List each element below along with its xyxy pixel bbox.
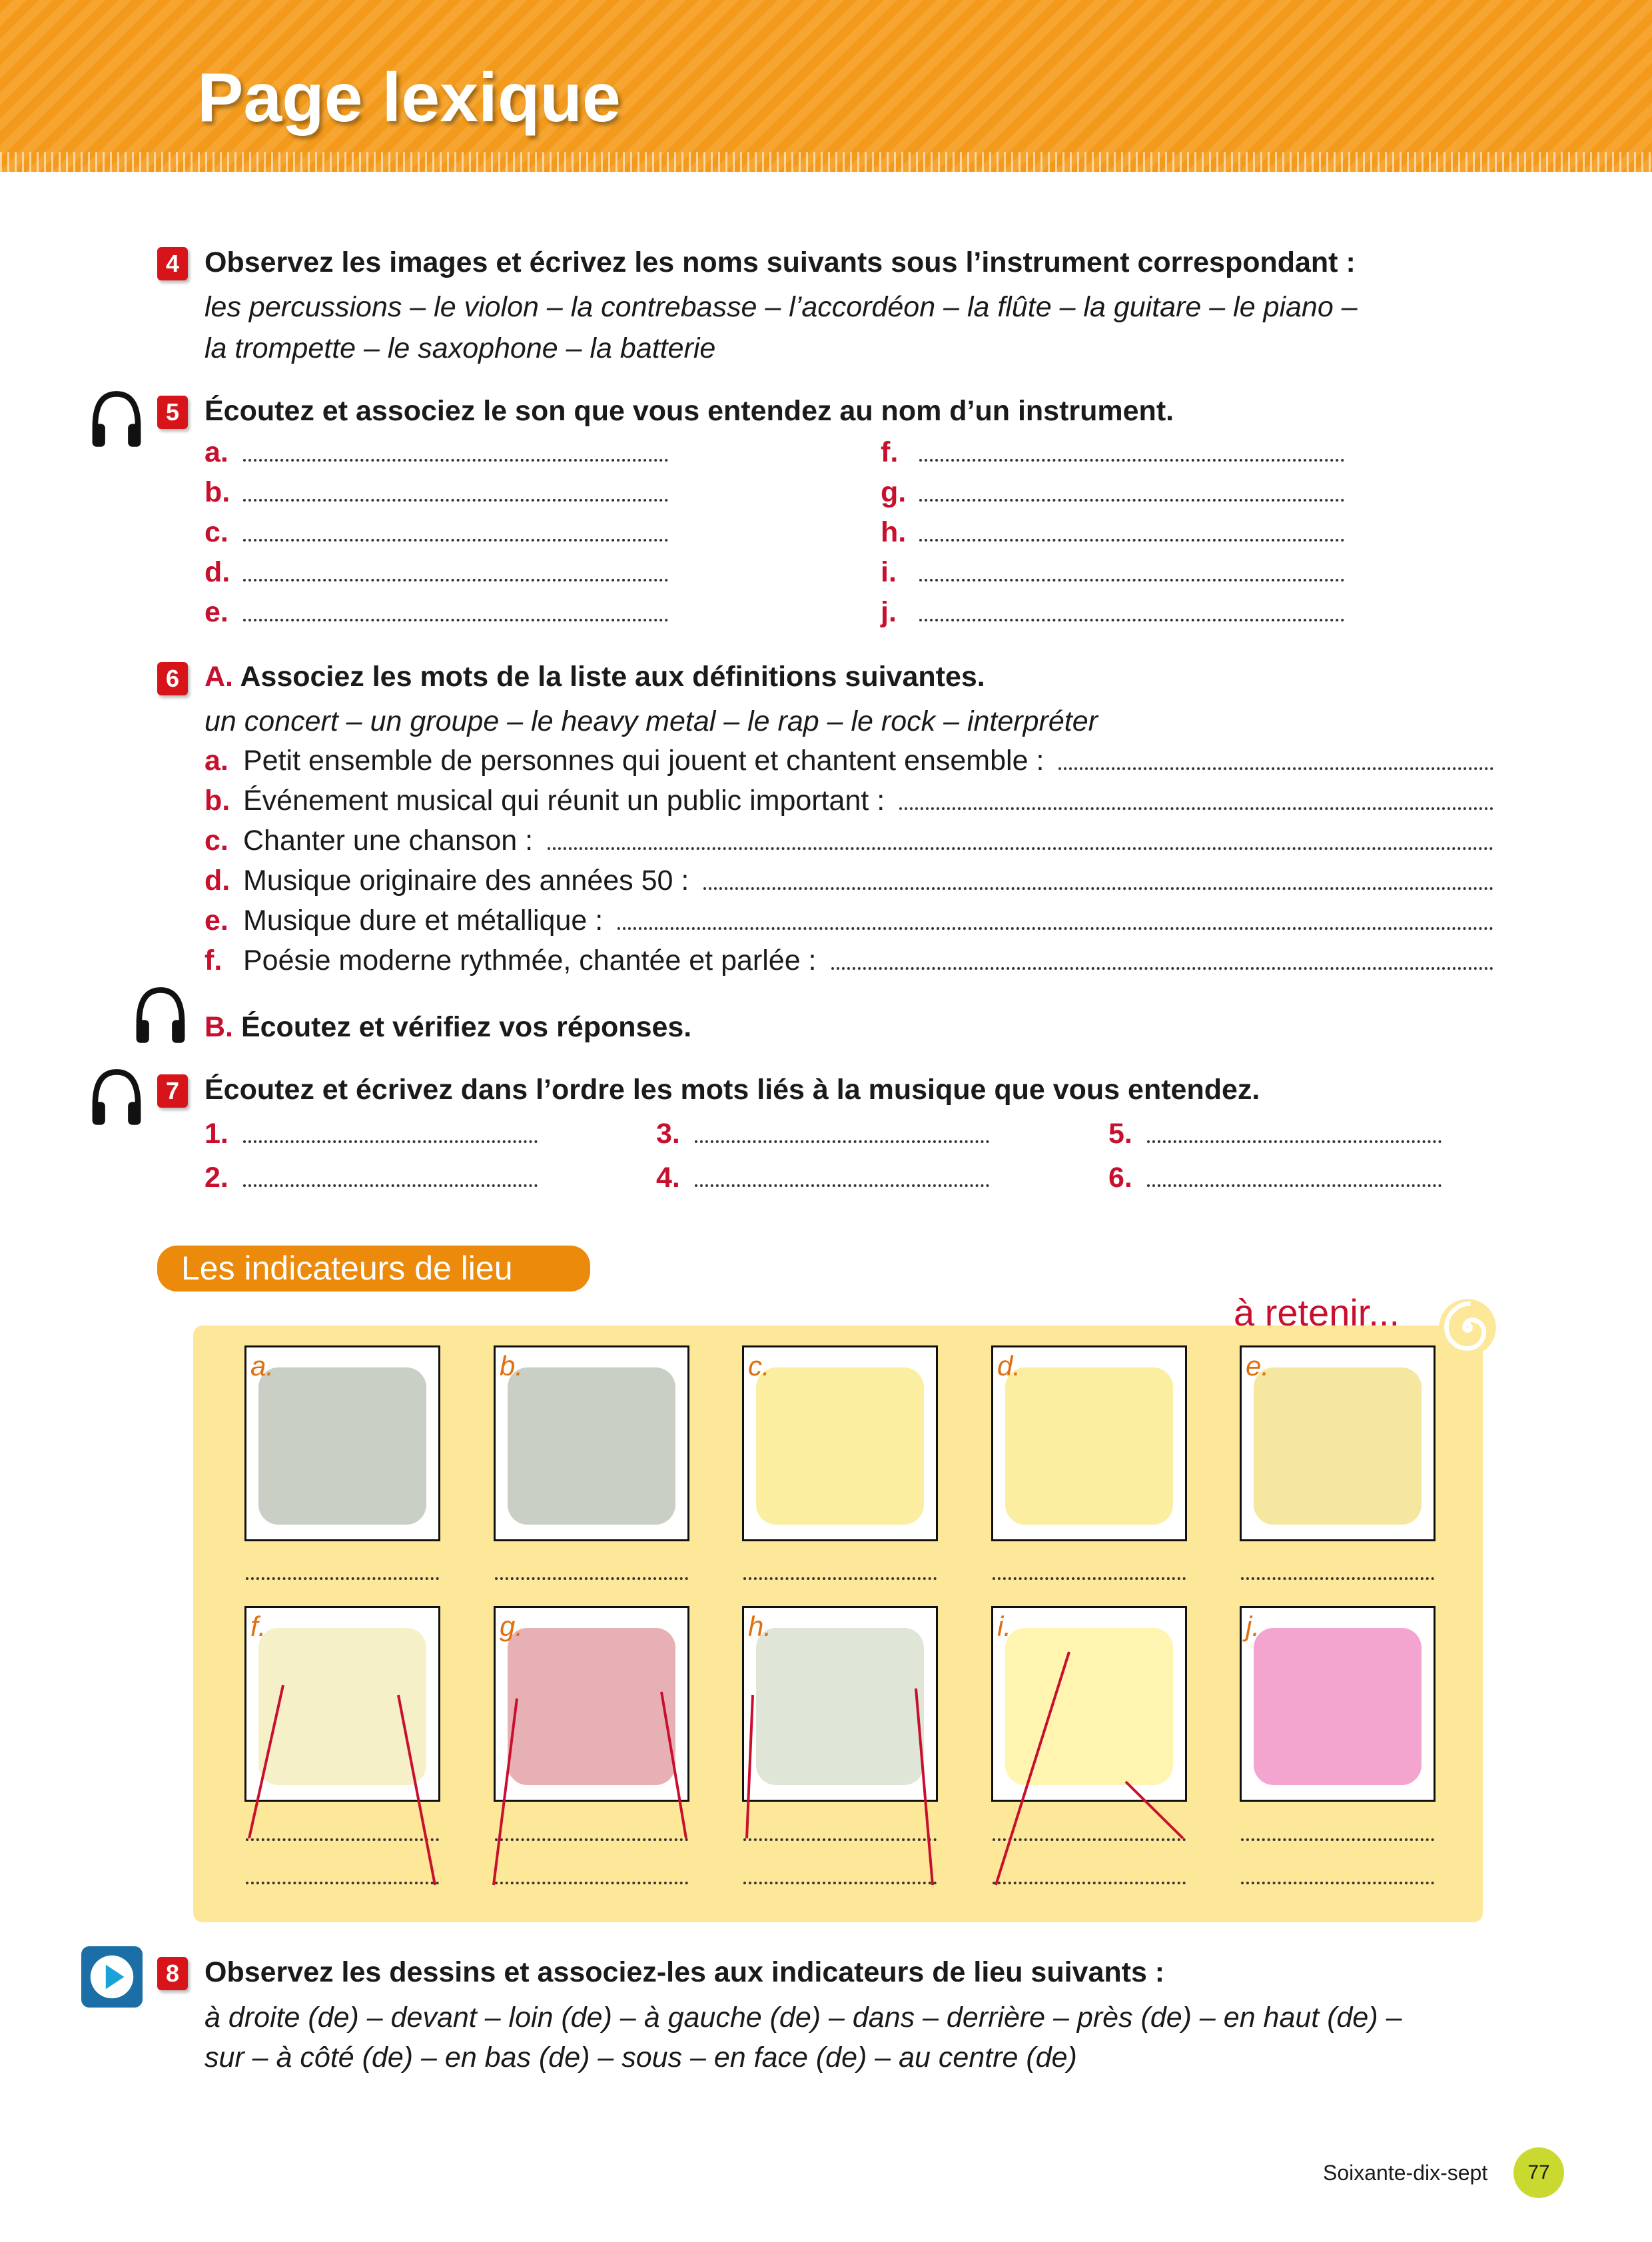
answer-dots[interactable]	[1241, 1882, 1434, 1884]
exercise-5-right-column	[881, 436, 1344, 636]
answer-label: a.	[205, 436, 228, 468]
definition-item[interactable]	[205, 905, 1493, 944]
answer-dots[interactable]	[243, 459, 668, 462]
answer-dots[interactable]	[919, 619, 1344, 621]
answer-label: c.	[205, 516, 228, 548]
answer-label: 4.	[656, 1162, 680, 1194]
exercise-4-badge: 4	[157, 247, 188, 280]
answer-dots[interactable]	[495, 1882, 688, 1884]
answer-dots[interactable]	[831, 967, 1493, 970]
illustration-scene	[1005, 1367, 1173, 1525]
answer-dots[interactable]	[246, 1577, 439, 1580]
answer-dots[interactable]	[703, 887, 1493, 890]
answer-dots[interactable]	[919, 579, 1344, 581]
definition-item[interactable]	[205, 865, 1493, 905]
exercise-6a-heading	[205, 661, 985, 693]
answer-dots[interactable]	[243, 619, 668, 621]
answer-dots[interactable]	[246, 1838, 439, 1841]
answer-dots[interactable]	[695, 1140, 989, 1143]
headphones-icon	[88, 1068, 145, 1128]
answer-label: d.	[205, 556, 230, 588]
answer-dots[interactable]	[618, 927, 1493, 930]
answer-line[interactable]	[881, 556, 1344, 596]
answer-dots[interactable]	[246, 1882, 439, 1884]
definition-item[interactable]	[205, 785, 1493, 825]
answer-dots[interactable]	[993, 1882, 1186, 1884]
exercise-7-title: Écoutez et écrivez dans l’ordre les mots liés à la musique que vous entendez.	[205, 1074, 1260, 1106]
illustration-frame	[244, 1606, 440, 1802]
illustration-frame	[991, 1606, 1187, 1802]
part-b-title: Écoutez et vérifiez vos réponses.	[240, 1011, 692, 1043]
answer-dots[interactable]	[899, 807, 1493, 810]
illustration-label: c.	[748, 1350, 770, 1381]
illustration-label: d.	[997, 1350, 1021, 1381]
answer-label: e.	[205, 596, 228, 628]
answer-line[interactable]	[205, 436, 668, 476]
illustration-scene	[258, 1628, 426, 1785]
part-b-label: B.	[205, 1011, 233, 1043]
answer-line[interactable]	[205, 1118, 538, 1150]
answer-dots[interactable]	[243, 1184, 538, 1187]
answer-label: 6.	[1108, 1162, 1132, 1194]
answer-dots[interactable]	[743, 1838, 937, 1841]
definition-item[interactable]	[205, 825, 1493, 865]
answer-dots[interactable]	[1058, 767, 1493, 770]
answer-label: g.	[881, 476, 907, 508]
illustration-scene	[508, 1628, 675, 1785]
exercise-4-words-1: les percussions – le violon – la contrebasse – l’accordéon – la flûte – la guitare – le piano –	[205, 291, 1358, 323]
definition-text: Poésie moderne rythmée, chantée et parlée :	[243, 944, 817, 976]
definition-label: b.	[205, 785, 230, 817]
answer-line[interactable]	[881, 596, 1344, 636]
illustration-scene	[756, 1367, 924, 1525]
spiral-icon	[1438, 1298, 1497, 1357]
illustration-scene	[1254, 1367, 1422, 1525]
answer-label: 3.	[656, 1118, 680, 1150]
illustration-frame	[244, 1345, 440, 1541]
illustration-frame	[991, 1345, 1187, 1541]
section-title-pill: Les indicateurs de lieu	[157, 1246, 590, 1292]
illustration-frame	[742, 1606, 938, 1802]
page-title: Page lexique	[197, 59, 621, 137]
answer-label: 2.	[205, 1162, 228, 1194]
answer-line[interactable]	[205, 516, 668, 556]
exercise-4-words-2: la trompette – le saxophone – la batterie	[205, 332, 716, 364]
answer-dots[interactable]	[243, 499, 668, 502]
illustration-frame	[742, 1345, 938, 1541]
illustration-scene	[1254, 1628, 1422, 1785]
answer-dots[interactable]	[695, 1184, 989, 1187]
definition-item[interactable]	[205, 944, 1493, 984]
exercise-8-words-2: sur – à côté (de) – en bas (de) – sous – en face (de) – au centre (de)	[205, 2042, 1077, 2073]
answer-dots[interactable]	[1147, 1184, 1442, 1187]
illustration-label: a.	[250, 1350, 274, 1381]
page-number-words: Soixante-dix-sept	[1323, 2161, 1488, 2185]
answer-dots[interactable]	[1241, 1577, 1434, 1580]
answer-label: j.	[881, 596, 897, 628]
definition-label: a.	[205, 745, 228, 777]
answer-dots[interactable]	[919, 499, 1344, 502]
headphones-icon	[88, 390, 145, 450]
illustration-frame	[1240, 1606, 1436, 1802]
part-a-title: Associez les mots de la liste aux définitions suivantes.	[240, 661, 985, 693]
exercise-6b-heading	[205, 1011, 691, 1044]
exercise-6-definitions	[205, 745, 1493, 984]
answer-dots[interactable]	[548, 847, 1493, 850]
answer-dots[interactable]	[243, 1140, 538, 1143]
answer-dots[interactable]	[993, 1838, 1186, 1841]
exercise-8-words-1: à droite (de) – devant – loin (de) – à gauche (de) – dans – derrière – près (de) – en haut (de) –	[205, 2002, 1402, 2034]
exercise-7-badge: 7	[157, 1074, 188, 1108]
illustration-label: b.	[500, 1350, 524, 1381]
answer-dots[interactable]	[743, 1577, 937, 1580]
illustration-label: i.	[997, 1611, 1011, 1642]
illustration-label: e.	[1246, 1350, 1270, 1381]
illustration-scene	[756, 1628, 924, 1785]
exercise-5-left-column	[205, 436, 668, 636]
illustration-scene	[508, 1367, 675, 1525]
definition-text: Petit ensemble de personnes qui jouent et chantent ensemble :	[243, 745, 1044, 777]
illustration-label: f.	[250, 1611, 266, 1642]
answer-label: 1.	[205, 1118, 228, 1150]
answer-label: i.	[881, 556, 897, 588]
answer-line[interactable]	[881, 436, 1344, 476]
answer-dots[interactable]	[1147, 1140, 1442, 1143]
illustration-frame	[494, 1606, 689, 1802]
definition-text: Musique originaire des années 50 :	[243, 865, 689, 897]
definition-label: e.	[205, 905, 228, 936]
exercise-5-title: Écoutez et associez le son que vous entendez au nom d’un instrument.	[205, 395, 1174, 427]
definition-text: Chanter une chanson :	[243, 825, 534, 857]
exercise-6-words: un concert – un groupe – le heavy metal – le rap – le rock – interpréter	[205, 705, 1098, 737]
page-number: 77	[1513, 2147, 1564, 2198]
illustration-scene	[1005, 1628, 1173, 1785]
definition-text: Musique dure et métallique :	[243, 905, 604, 936]
part-a-label: A.	[205, 661, 233, 693]
answer-line[interactable]	[656, 1162, 989, 1194]
retenir-label: à retenir...	[1234, 1292, 1400, 1333]
answer-dots[interactable]	[243, 539, 668, 542]
answer-line[interactable]	[205, 1162, 538, 1194]
answer-dots[interactable]	[495, 1838, 688, 1841]
exercise-8-badge: 8	[157, 1957, 188, 1990]
answer-dots[interactable]	[743, 1882, 937, 1884]
play-icon	[81, 1946, 143, 2008]
answer-dots[interactable]	[1241, 1838, 1434, 1841]
illustration-label: g.	[500, 1611, 524, 1642]
video-play-button[interactable]	[81, 1946, 143, 2008]
exercise-5-badge: 5	[157, 396, 188, 429]
answer-label: b.	[205, 476, 230, 508]
answer-label: f.	[881, 436, 899, 468]
answer-line[interactable]	[881, 476, 1344, 516]
answer-line[interactable]	[205, 596, 668, 636]
answer-line[interactable]	[205, 556, 668, 596]
exercise-8-title: Observez les dessins et associez-les aux indicateurs de lieu suivants :	[205, 1956, 1165, 1988]
answer-dots[interactable]	[495, 1577, 688, 1580]
definition-text: Événement musical qui réunit un public important :	[243, 785, 885, 817]
illustration-scene	[258, 1367, 426, 1525]
exercise-4-title: Observez les images et écrivez les noms suivants sous l’instrument correspondant :	[205, 246, 1356, 278]
answer-dots[interactable]	[243, 579, 668, 581]
answer-label: h.	[881, 516, 907, 548]
answer-line[interactable]	[205, 476, 668, 516]
answer-dots[interactable]	[993, 1577, 1186, 1580]
answer-dots[interactable]	[919, 459, 1344, 462]
definition-label: f.	[205, 944, 222, 976]
headphones-icon	[132, 986, 189, 1046]
answer-line[interactable]	[881, 516, 1344, 556]
answer-line[interactable]	[1108, 1118, 1442, 1150]
answer-line[interactable]	[656, 1118, 989, 1150]
definition-item[interactable]	[205, 745, 1493, 785]
illustration-frame	[494, 1345, 689, 1541]
illustration-label: h.	[748, 1611, 772, 1642]
answer-dots[interactable]	[919, 539, 1344, 542]
answer-line[interactable]	[1108, 1162, 1442, 1194]
exercise-6-badge: 6	[157, 662, 188, 695]
definition-label: c.	[205, 825, 228, 857]
answer-label: 5.	[1108, 1118, 1132, 1150]
illustration-label: j.	[1246, 1611, 1260, 1642]
illustration-frame	[1240, 1345, 1436, 1541]
definition-label: d.	[205, 865, 230, 897]
